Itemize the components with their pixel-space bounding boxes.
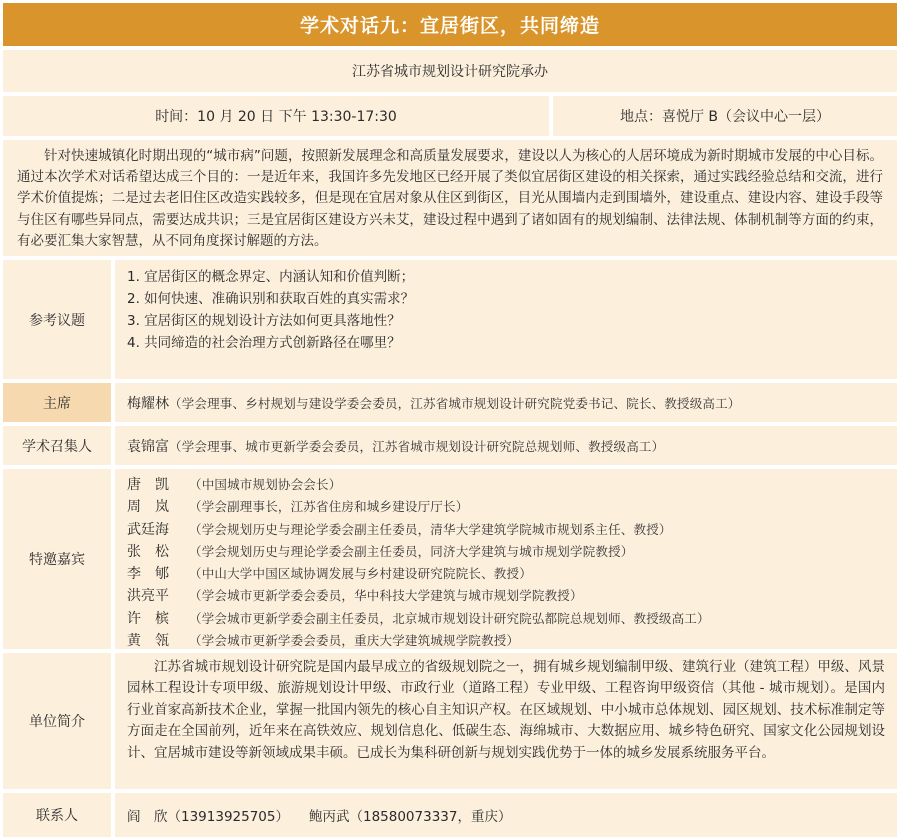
guests-row <box>3 469 897 649</box>
guest-role: （学会城市更新学委会委员，重庆大学建筑城规学院教授） <box>189 633 520 649</box>
guest-name: 洪亮平 <box>127 588 169 605</box>
guest-name: 张 松 <box>127 543 169 560</box>
convener-role: （学会理事、城市更新学委会委员，江苏省城市规划设计研究院总规划师、教授级高工） <box>169 438 665 454</box>
topics-label: 参考议题 <box>3 260 111 379</box>
convener-row <box>3 426 897 465</box>
chair-role: （学会理事、乡村规划与建设学委会委员，江苏省城市规划设计研究院党委书记、院长、教授级高工） <box>169 395 741 411</box>
contact-row <box>3 793 897 837</box>
topic-item: 1. 宜居街区的概念界定、内涵认知和价值判断； <box>127 269 415 285</box>
program-sheet <box>3 3 897 837</box>
contact-list <box>115 793 897 837</box>
guest-role: （学会副理事长，江苏省住房和城乡建设厅厅长） <box>189 499 469 515</box>
guest-item <box>127 563 889 585</box>
session-time: 时间：10 月 20 日 下午 13:30-17:30 <box>3 96 549 136</box>
chair-label: 主席 <box>3 383 111 422</box>
convener-name: 袁锦富 <box>127 438 169 455</box>
chair-row <box>3 383 897 422</box>
guest-name: 黄 瓴 <box>127 633 169 650</box>
guest-item <box>127 608 889 630</box>
convener-info <box>115 426 897 465</box>
topic-item: 2. 如何快速、准确识别和获取百姓的真实需求？ <box>127 291 415 307</box>
session-location: 地点：喜悦厅 B（会议中心一层） <box>553 96 897 136</box>
guests-list <box>115 469 897 649</box>
contact-person: 鲍丙武（18580073337，重庆） <box>308 809 512 825</box>
host-organizer: 江苏省城市规划设计研究院承办 <box>3 50 897 92</box>
chair-name: 梅耀林 <box>127 395 169 412</box>
topics-row <box>3 260 897 379</box>
guest-item <box>127 474 889 496</box>
guest-role: （学会城市更新学委会副主任委员，北京城市规划设计研究院弘都院总规划师、教授级高工） <box>189 610 710 626</box>
intro-row <box>3 140 897 256</box>
topic-item: 4. 共同缔造的社会治理方式创新路径在哪里？ <box>127 335 401 351</box>
unit-description: 江苏省城市规划设计研究院是国内最早成立的省级规划院之一，拥有城乡规划编制甲级、建筑行业（建筑工程）甲级、风景园林工程设计专项甲级、旅游规划设计甲级、市政行业（道路工程）专业甲级、工程咨询甲级资信（其他 - 城市规划）。是国内行业首家高新技术企业，掌握一批国内领先的核心自主知识产权。在区域规划、中小城市总体规划、园区规划、技术标准制定等方面走在全国前列，近年来在高铁效应、规划信息化、低碳生态、海绵城市、大数据应用、城乡特色研究、国家文化公园规划设计、宜居城市建设等新领域成果丰硕。已成长为集科研创新与规划实践优势于一体的城乡发展系统服务平台。 <box>115 653 897 789</box>
guest-item <box>127 541 889 563</box>
guest-item <box>127 630 889 652</box>
session-intro: 针对快速城镇化时期出现的“城市病”问题，按照新发展理念和高质量发展要求，建设以人为核心的人居环境成为新时期城市发展的中心目标。通过本次学术对话希望达成三个目的：一是近年来，我国许多先发地区已经开展了类似宜居街区建设的相关探索，通过实践经验总结和交流，进行学术价值提炼；二是过去老旧住区改造实践较多，但是现在宜居对象从住区到街区，目光从围墙内走到围墙外，建设重点、建设内容、建设手段等与住区有哪些异同点，需要达成共识；三是宜居街区建设方兴未艾，建设过程中遇到了诸如固有的规划编制、法律法规、体制机制等方面的约束，有必要汇集大家智慧，从不同角度探讨解题的方法。 <box>3 140 897 256</box>
guest-name: 许 槟 <box>127 610 169 627</box>
guest-role: （学会规划历史与理论学委会副主任委员，同济大学建筑与城市规划学院教授） <box>189 543 634 559</box>
convener-label: 学术召集人 <box>3 426 111 465</box>
contact-person: 阎 欣（13913925705） <box>127 809 289 825</box>
guest-name: 周 岚 <box>127 499 169 516</box>
guest-item <box>127 585 889 607</box>
guest-item <box>127 496 889 518</box>
guest-role: （学会规划历史与理论学委会副主任委员，清华大学建筑学院城市规划系主任、教授） <box>189 521 672 537</box>
session-title: 学术对话九：宜居街区，共同缔造 <box>3 3 897 46</box>
guest-name: 唐 凯 <box>127 477 169 493</box>
unit-label: 单位简介 <box>3 653 111 789</box>
topic-item: 3. 宜居街区的规划设计方法如何更具落地性？ <box>127 313 401 329</box>
time-location-row <box>3 96 897 136</box>
topics-list <box>115 260 897 379</box>
unit-row <box>3 653 897 789</box>
guest-item <box>127 519 889 541</box>
guest-role: （中国城市规划协会会长） <box>189 477 342 492</box>
chair-info <box>115 383 897 422</box>
guests-label: 特邀嘉宾 <box>3 469 111 649</box>
guest-role: （学会城市更新学委会委员，华中科技大学建筑与城市规划学院教授） <box>189 588 583 604</box>
contact-label: 联系人 <box>3 793 111 837</box>
guest-name: 武廷海 <box>127 521 169 538</box>
host-row <box>3 50 897 92</box>
guest-role: （中山大学中国区域协调发展与乡村建设研究院院长、教授） <box>189 566 532 582</box>
guest-name: 李 郇 <box>127 566 169 583</box>
